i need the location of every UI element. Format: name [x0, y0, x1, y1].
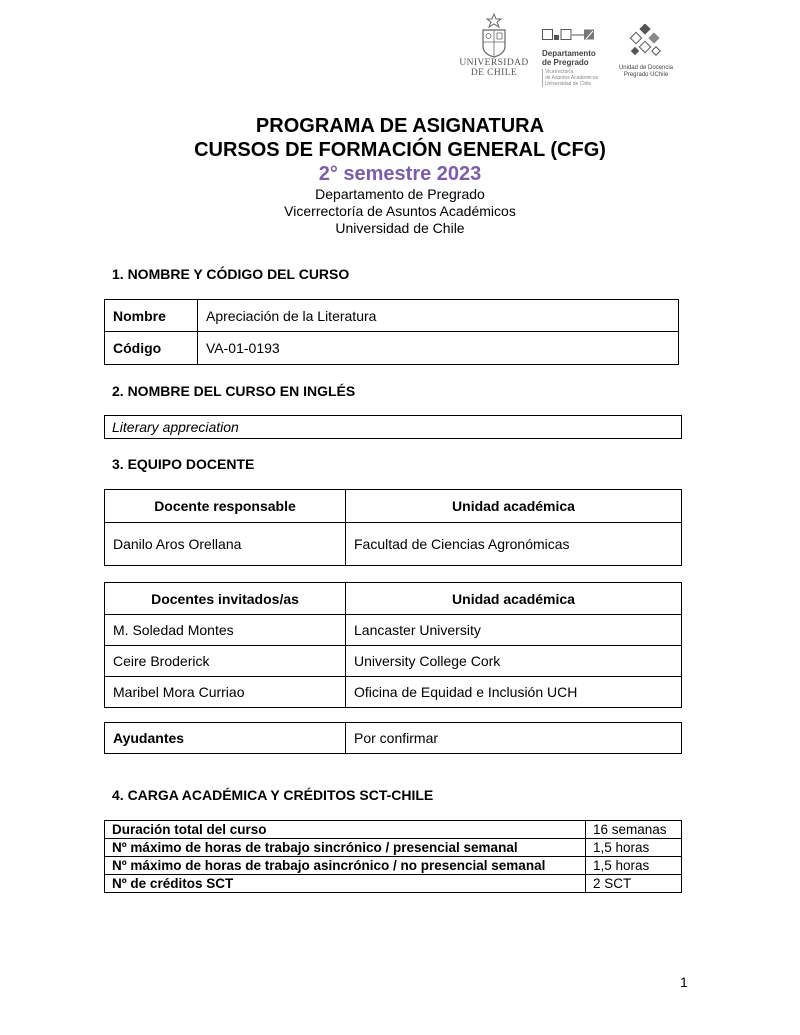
load-label: Nº máximo de horas de trabajo asincrónico / no presencial semanal [105, 857, 586, 875]
assistants-value: Por confirmar [346, 723, 682, 754]
code-value: VA-01-0193 [198, 332, 679, 365]
unidad-docencia-icon [629, 24, 663, 58]
name-value: Apreciación de la Literatura [198, 300, 679, 332]
table-header-row [105, 490, 682, 523]
table-row [105, 416, 682, 439]
title-line1: PROGRAMA DE ASIGNATURA [255, 115, 545, 137]
unidad-name: Unidad de Docencia Pregrado UChile [618, 65, 674, 78]
title-line2: CURSOS DE FORMACIÓN GENERAL (CFG) [194, 139, 606, 161]
section-1-title: 1. NOMBRE Y CÓDIGO DEL CURSO [112, 266, 350, 282]
course-name-code-table [104, 299, 679, 365]
document-title [0, 114, 800, 237]
english-name-value: Literary appreciation [105, 416, 682, 439]
load-value: 1,5 horas [586, 839, 682, 857]
department-subtitle: Vicerrectoría de Asuntos Académicos Universidad de Chile [542, 69, 612, 87]
english-name-table [104, 415, 682, 439]
responsible-name: Danilo Aros Orellana [105, 523, 346, 566]
assistants-label: Ayudantes [105, 723, 346, 754]
table-row [105, 300, 679, 332]
page-number: 1 [680, 974, 688, 990]
invited-name: Ceire Broderick [105, 646, 346, 677]
departamento-pregrado-logo [542, 28, 612, 87]
col-header-responsible: Docente responsable [105, 490, 346, 523]
department-squares-icon [542, 29, 600, 41]
table-header-row [105, 583, 682, 615]
assistants-table [104, 722, 682, 754]
table-row [105, 839, 682, 857]
col-header-unit: Unidad académica [346, 583, 682, 615]
subtitle-department: Departamento de Pregrado [315, 186, 485, 202]
section-2-title: 2. NOMBRE DEL CURSO EN INGLÉS [112, 383, 356, 399]
university-name-line1: UNIVERSIDAD [459, 58, 529, 68]
load-value: 1,5 horas [586, 857, 682, 875]
header-logos [456, 12, 686, 90]
invited-name: Maribel Mora Curriao [105, 677, 346, 708]
section-4-title: 4. CARGA ACADÉMICA Y CRÉDITOS SCT-CHILE [112, 787, 434, 803]
table-row [105, 723, 682, 754]
invited-teachers-table [104, 582, 682, 708]
invited-name: M. Soledad Montes [105, 615, 346, 646]
load-value: 2 SCT [586, 875, 682, 893]
load-label: Nº máximo de horas de trabajo sincrónico / presencial semanal [105, 839, 586, 857]
code-label: Código [105, 332, 198, 365]
table-row [105, 821, 682, 839]
col-header-unit: Unidad académica [346, 490, 682, 523]
university-name-line2: DE CHILE [470, 68, 518, 78]
load-label: Duración total del curso [105, 821, 586, 839]
load-label: Nº de créditos SCT [105, 875, 586, 893]
semester-label: 2° semestre 2023 [318, 163, 482, 185]
universidad-de-chile-logo [456, 12, 532, 78]
subtitle-vicerrectoria: Vicerrectoría de Asuntos Académicos [284, 203, 516, 219]
university-crest-icon [479, 12, 509, 58]
responsible-unit: Facultad de Ciencias Agronómicas [346, 523, 682, 566]
table-row [105, 646, 682, 677]
table-row [105, 332, 679, 365]
invited-unit: Oficina de Equidad e Inclusión UCH [346, 677, 682, 708]
subtitle-university: Universidad de Chile [335, 220, 465, 236]
name-label: Nombre [105, 300, 198, 332]
unidad-docencia-logo [616, 24, 676, 79]
table-row [105, 677, 682, 708]
table-row [105, 523, 682, 566]
academic-load-table [104, 820, 682, 893]
load-value: 16 semanas [586, 821, 682, 839]
table-row [105, 875, 682, 893]
col-header-invited: Docentes invitados/as [105, 583, 346, 615]
table-row [105, 857, 682, 875]
department-name: Departamento de Pregrado [542, 49, 596, 67]
invited-unit: Lancaster University [346, 615, 682, 646]
section-3-title: 3. EQUIPO DOCENTE [112, 456, 255, 472]
invited-unit: University College Cork [346, 646, 682, 677]
responsible-teacher-table [104, 489, 682, 566]
table-row [105, 615, 682, 646]
